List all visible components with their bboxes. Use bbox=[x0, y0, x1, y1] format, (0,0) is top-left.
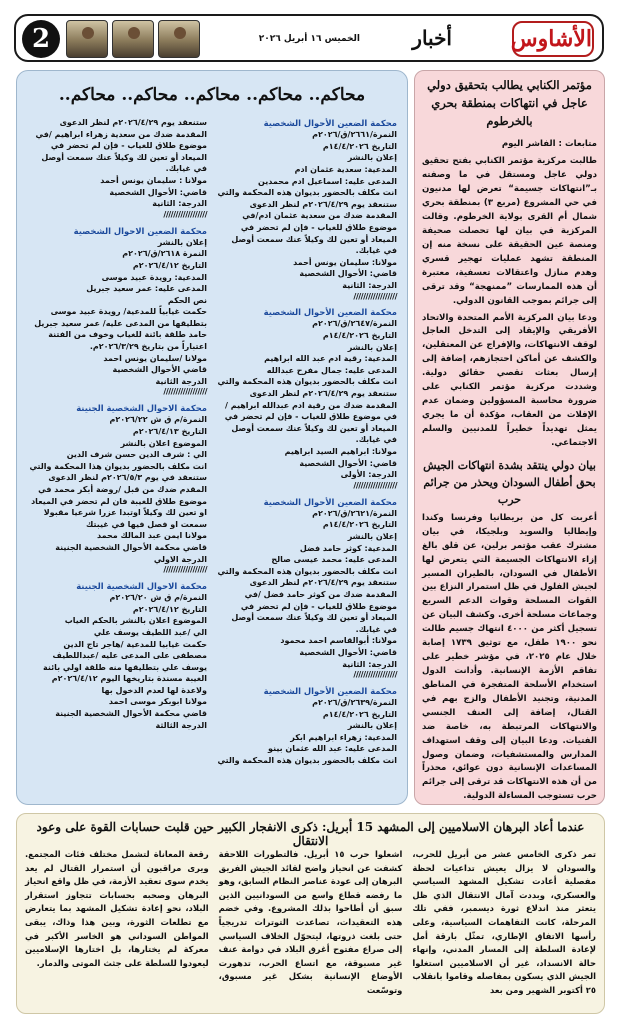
notice-line: النمرة/٢٦٢١/ق/٢٠٢٦م bbox=[312, 508, 397, 518]
notice-line: مولانا ايمن عبد المالك محمد bbox=[96, 531, 207, 541]
notice-line: النمرة/٢٦٣٩/ق/٢٠٢٦م bbox=[312, 698, 397, 708]
notice-line: قاضي محكمة الأحوال الشخصية الجنينة bbox=[55, 709, 207, 719]
article-column: رقعة المعاناة لتشمل مختلف فئات المجتمع. ويرى مراقبون أن استمرار القتال لم يعد يخدم سوى تعقيد الأزمة، في ظل واقع انحياز البرهان وصحبه بحسابات تتجاوز استقرار البلاد، نحو إعادة تشكيل المشهد بما يتعارض مع تطلعات الثورة، وبين هذا وذاك، يبقى المواطن السوداني هو الخاسر الأكبر في معركة لم يختارها، بل اختارها الإسلاميين ليعودوا للسلطة على جثث الموتى والدمار. bbox=[24, 849, 209, 968]
notice-line: إعلان بالنشر bbox=[347, 531, 397, 541]
court-notice bbox=[217, 117, 397, 302]
headline-international-statement: بيان دولي ينتقد بشدة انتهاكات الجيش بحق أطفال السودان ويحذر من جرائم حرب bbox=[423, 458, 596, 506]
notice-line: قاضي: الأحوال الشخصية bbox=[299, 647, 397, 657]
notice-line: الدرجة: الأولى bbox=[340, 470, 397, 480]
issue-date: الخميس ١٦ أبريل ٢٠٢٦ bbox=[258, 34, 360, 44]
notice-line: المدعية: رقية ادم عبد الله ابراهيم bbox=[264, 354, 397, 364]
headline-kanabi: مؤتمر الكنابي يطالب بتحقيق دولي عاجل في انتهاكات بمنطقة بحري بالخرطوم bbox=[427, 78, 592, 128]
notice-line: الي /عبد اللطيف يوسف علي bbox=[93, 627, 207, 637]
notice-line: التاريخ ١٤/٤/٢٠٢٦م bbox=[322, 331, 397, 341]
notice-title: محكمة الضعين الأحوال الشخصية bbox=[263, 118, 397, 128]
notice-line: انت مكلف بالحضور بديوان هذه المحكمة والتي ستنعقد يوم ٢٠٢٦/٤/٢٩م لنظر الدعوى المقدمة ضدك من سعدية عثمان ادم/في موضوع طلاق للغياب - فإن لم تحضر في الميعاد أو تعين لك وكيلاً عنك سمعت أوصل في غيابك. bbox=[217, 188, 397, 256]
notice-line: المدعى عليه: محمد عيسى صالح bbox=[271, 555, 397, 565]
notice-line: إعلان بالنشر bbox=[347, 153, 397, 163]
notice-line: المدعى عليه: عبد الله عثمان بينو bbox=[268, 744, 397, 754]
notice-line: المدعى عليه: جمال مفرح عبدالله bbox=[266, 365, 397, 375]
court-notices-right-column bbox=[217, 117, 397, 771]
notice-line: التاريخ ١٤/٤/٢٠٢٦م bbox=[322, 141, 397, 151]
court-notices-panel bbox=[16, 70, 408, 805]
court-notice bbox=[27, 117, 207, 221]
notice-line: المدعية: زهراء ابراهيم ابكر bbox=[290, 732, 397, 742]
notice-line: التاريخ ٢٠٢٦/٤/١٢م bbox=[132, 604, 207, 614]
notice-line: التاريخ ١٤/٤/٢٠٢٦م bbox=[322, 709, 397, 719]
notice-title: محكمة الضعين الأحوال الشخصية bbox=[263, 496, 397, 507]
notice-line: مولانا: سليمان يونس أحمد bbox=[293, 257, 397, 267]
notice-line: قاضي الأحوال الشخصية bbox=[112, 365, 207, 375]
notice-line: حكمت غيابيا للمدعية /هاجر تاج الدين مصطفى على المدعى عليه /عبداللطيف يوسف علي بتطليقها منه طلقة اولي بائنة الغيبة مسندة بتاريخها اليوم ٢٠٢٦/٤/١٢م ولاعدة لها لعدم الدخول بها bbox=[42, 639, 207, 695]
notice-line: الدرجة: الثانية bbox=[342, 659, 397, 669]
notice-line: الدرجة: الثانية bbox=[342, 280, 397, 290]
notice-line: إعلان بالنشر bbox=[157, 237, 207, 247]
newspaper-logo: الأشاوس bbox=[512, 21, 594, 57]
notice-divider: ////////////////// bbox=[163, 565, 207, 575]
header-photo-1 bbox=[158, 20, 200, 58]
notice-line: الدرجة الثالثة bbox=[155, 720, 207, 730]
notice-line: الدرجة: الثانية bbox=[152, 199, 207, 209]
notice-title: محكمة الضعين الاحوال الشخصية bbox=[73, 225, 207, 236]
notice-title: محكمة الاحوال الشخصية الجنينة bbox=[76, 580, 207, 591]
notice-line: مولانا: ابراهيم السيد ابراهيم bbox=[284, 447, 397, 457]
notice-line: مولانا ابوبكر موسى احمد bbox=[108, 697, 207, 707]
notice-title: محكمة الضعين الأحوال الشخصية bbox=[263, 685, 397, 696]
court-notice bbox=[27, 225, 207, 399]
notice-line: الدرجة الاولي bbox=[153, 554, 207, 564]
court-notice bbox=[217, 306, 397, 491]
news-column bbox=[414, 70, 605, 805]
notice-line: انت مكلف بالحضور بديوان هذه المحكمة والتي ستنعقد يوم ٢٠٢٦/٤/٢٩م لنظر الدعوى المقدمة ضدك من كوثر حامد فضل /في موضوع طلاق للغياب - فإن لم تحضر في الميعاد أو تعين لك وكيلاً عنك سمعت أوصل في غيابك. bbox=[217, 566, 397, 634]
notice-line: المدعى عليه: عمر سعيد جبريل bbox=[86, 284, 207, 294]
notice-divider: ////////////////// bbox=[353, 480, 397, 490]
notice-line: النمرة ٢٦١٨/ق/٢٠٢٦م bbox=[122, 249, 207, 259]
notice-line: إعلان بالنشر bbox=[347, 342, 397, 352]
header-photo-3 bbox=[66, 20, 108, 58]
notice-divider: ////////////////// bbox=[353, 670, 397, 680]
notice-line: قاضي: الأحوال الشخصية bbox=[299, 269, 397, 279]
bottom-article-headline: عندما أعاد البرهان الاسلاميين إلى المشهد 15 أبريل: ذكرى الانفجار الكبير حين قلبت حسابات القوة على وعود الانتقال bbox=[36, 820, 585, 848]
notice-line: النمرة/م ق ش ٢٠٢٦/٢٢م bbox=[109, 415, 207, 425]
notice-line: مولانا /سليمان يونس احمد bbox=[103, 353, 207, 363]
notice-line: النمرة/م ق ش ٢٠٢٦/٢٠م bbox=[109, 593, 207, 603]
notice-line: المدعية: كوثر حامد فضل bbox=[299, 543, 397, 553]
court-notices-headline: محاكم.. محاكم.. محاكم.. محاكم.. محاكم.. bbox=[58, 85, 366, 105]
notice-line: المدعية: سعدية عثمان ادم bbox=[294, 164, 397, 174]
notice-line: انت مكلف بالحضور بديوان هذا المحكمة والتي ستنعقد في يوم ٢٠٢٦/٥/٣م لنظر الدعوى المقدم ضدك من قبل /روضة أبكر محمد في موضوع طلاق للغيبة فان لم تحضر في الميعاد او تعين لك وكيلاً اوتبدا عزرا شرعيا مقبولا سمعت او فصل فيها في غيبتك bbox=[29, 461, 207, 529]
notice-line: الموضوع اعلان بالنشر bbox=[120, 438, 207, 448]
court-notices-left-column bbox=[27, 117, 207, 735]
notice-line: الدرجة الثانية bbox=[155, 376, 207, 386]
notice-divider: ////////////////// bbox=[353, 291, 397, 301]
notice-line: انت مكلف بالحضور بديوان هذه المحكمة والتي ستنعقد يوم ٢٠٢٦/٤/٢٩م لنظر الدعوى المقدمة ضدك من رقية ادم عبدالله ابراهيم /في موضوع طلاق للغياب - فإن لم تحضر في الميعاد أو تعين لك وكيلاً عنك سمعت أوصل في غيابك. bbox=[217, 377, 397, 445]
court-notice bbox=[217, 496, 397, 681]
notice-line: حكمت غيابياً للمدعية/ رويدة عبيد موسى بتطليقها من المدعى عليه/ عمر سعيد جبريل حامد طلقة بائنة للغياب وخوف من الفتنة اعتباراً من بتاريخ ٢٠٢٦/٣/٢٩م. bbox=[34, 307, 207, 352]
court-notice bbox=[27, 580, 207, 731]
article-paragraph: ودعا بيان المركزية الأمم المتحدة والاتحاد الأفريقي والإيقاد إلى التدخل العاجل لوقف الانتهاكات، والإفراج عن المعتقلين، والكشف عن أماكن احتجازهم، إضافة إلى إرسال بعثات تقصي حقائق دولية. وشددت مركزية مؤتمر الكنابي على ضرورة محاسبة المسؤولين وضمان عدم الإفلات من العقاب، مؤكدة أن ما يجري يمثل تهديداً خطيراً للمدنيين والسلم الاجتماعي. bbox=[422, 312, 597, 448]
notice-line: قاضي: الأحوال الشخصية bbox=[299, 458, 397, 468]
bottom-article-body bbox=[25, 848, 596, 1007]
court-notice bbox=[217, 685, 397, 767]
bottom-article bbox=[16, 813, 605, 1014]
article-column: اشعلوا حرب ١٥ أبريل. فالتطورات اللاحقة كشفت عن انحياز واضح لقائد الجيش الفريق البرهان إلى عودة عناصر النظام السابق، وهو ما رفضه قطاع واسع من السودانيين الذين سبق أن أطاحوا بذلك المشروع. وفي خضم هذه التعقيدات، تصاعدت التوترات تدريجياً حتى بلغت ذروتها، ليتحوّل الخلاف السياسي إلى صراع مفتوح أغرق البلاد في دوامة عنف غير مسبوقة، مع اتساع الحرب، تدهورت الأوضاع الإنسانية بشكل غير مسبوق، وتوسّعت bbox=[218, 849, 403, 996]
article-column: تمر ذكرى الخامس عشر من أبريل للحرب، والسودان لا يزال يعيش تداعيات لحظة مفصلية أعادت تشكيل المشهد السياسي والعسكري، وبددت آمال الانتقال الذي ظل يتعثر منذ اندلاع ثورة ديسمبر، ففي تلك المرحلة، كانت التفاهمات السياسية، وعلى رأسها الاتفاق الإطاري، تمثّل بارقة أمل لإعادة السلطة إلى المسار المدني، وإنهاء حالة الانسداد، غير أن الاسلاميين استغلوا الجيش الذي يسكون بمفاصله وقاموا بانقلاب ٢٥ أكتوبر الشهير ومن بعد bbox=[412, 849, 596, 996]
notice-line: التاريخ ٢٠٢٦/٤/١٣م bbox=[132, 427, 207, 437]
notice-line: التاريخ ٢٠٢٦/٤/١٢م bbox=[132, 260, 207, 270]
header-photo-2 bbox=[112, 20, 154, 58]
notice-title: محكمة الضعين الأحوال الشخصية bbox=[263, 307, 397, 318]
article-paragraph: أعربت كل من بريطانيا وفرنسا وكندا وإيطاليا والسويد وبلجيكا، في بيان مشترك عقب مؤتمر برلين، عن قلق بالغ إزاء الانتهاكات الجسيمة التي يتعرض لها الأطفال في السودان، بالطيران المسير لجيش الفلول في ظل استمرار النزاع بين القوات المسلحة وقوات الدعم السريع وجماعات مسلحة أخرى. وكشف البيان عن تسجيل أكثر من ٤٠٠٠ انتهاك جسيم طالت نحو ١٩٠٠ طفل، مع توثيق ١٧٣٩ إصابة خلال عام ٢٠٢٥، في مؤشر خطير على تفاقم الأزمة الإنسانية. وأدانت الدول استخدام الأسلحة المتفجرة في المناطق المدنية، وتجنيد الأطفال والزج بهم في القتال، إضافة إلى العنف الجنسي والانتهاكات المرتبطة به، خاصة ضد الفتيات. ودعا البيان إلى وقف استهداف المدارس والمستشفيات، وضمان وصول المساعدات الإنسانية دون عوائق، محذراً من أن هذه الانتهاكات قد ترقى إلى جرائم حرب تستوجب المساءلة الدولية. bbox=[422, 512, 598, 802]
notice-line: التاريخ ١٤/٤/٢٠٢٦م bbox=[322, 520, 397, 530]
notice-title: محكمة الاحوال الشخصية الجنينة bbox=[76, 403, 207, 414]
article-paragraph: متابعات : الفاشر اليوم bbox=[501, 139, 597, 150]
court-notice bbox=[27, 402, 207, 576]
article-paragraph: طالبت مركزية مؤتمر الكنابي بفتح تحقيق دولي عاجل ومستقل في ما وصفته بـ”انتهاكات جسيمة“ تعرض لها مدنيون في حي المشروع (مربع ٣) بمنطقة بحري شمال أم القرى بولاية الخرطوم. وقالت المركزية في بيان لها تحصلت صحيفة ومنصة عين الحقيقة على نسخة منه إن المنطقة تشهد عمليات تهجير قسري وهدم منازل واعتقالات تعسفية، معتبرة أن هذه الممارسات ”ممنهجة“ وقد ترقى إلى جرائم بموجب القانون الدولي. bbox=[422, 156, 597, 306]
notice-line: النمرة/٢٦٦١/ق/٢٠٢٦م bbox=[312, 130, 397, 140]
notice-line: النمرة/٢٦٤٧/ق/٢٠٢٦م bbox=[312, 319, 397, 329]
notice-line: إعلان بالنشر bbox=[347, 721, 397, 731]
notice-line: المدعى عليه: اسماعيل ادم محمدين bbox=[258, 176, 397, 186]
notice-line: نص الحكم bbox=[167, 295, 207, 305]
notice-line: قاضي محكمة الأحوال الشخصية الجنينة bbox=[55, 542, 207, 552]
notice-line: انت مكلف بالحضور بديوان هذه المحكمة والتي bbox=[217, 756, 397, 766]
page-number-badge: 2 bbox=[22, 20, 60, 58]
notice-line: الموضوع اعلان بالنشر بالحكم الغياب bbox=[64, 616, 207, 626]
notice-line: قاضي: الأحوال الشخصية bbox=[109, 187, 207, 197]
masthead bbox=[14, 14, 604, 62]
notice-line: مولانا : سليمان يونس أحمد bbox=[100, 175, 207, 185]
notice-line: مولانا: أبوالقاسم احمد محمود bbox=[280, 636, 397, 646]
notice-divider: ////////////////// bbox=[163, 387, 207, 397]
section-name: أخبار bbox=[412, 26, 452, 50]
notice-line: المدعية: رويدة عبيد موسى bbox=[101, 272, 207, 282]
notice-line: الي : شرف الدين حسن شرف الدين bbox=[66, 450, 207, 460]
notice-line: ستنعقد يوم ٢٠٢٦/٤/٢٩م لنظر الدعوى المقدمة ضدك من سعدية زهراء ابراهيم /في موضوع طلاق للغياب - فإن لم تحضر في الميعاد أو تعين لك وكيلاً عنك سمعت أوصل في غيابك. bbox=[35, 118, 207, 174]
notice-divider: ////////////////// bbox=[163, 209, 207, 219]
